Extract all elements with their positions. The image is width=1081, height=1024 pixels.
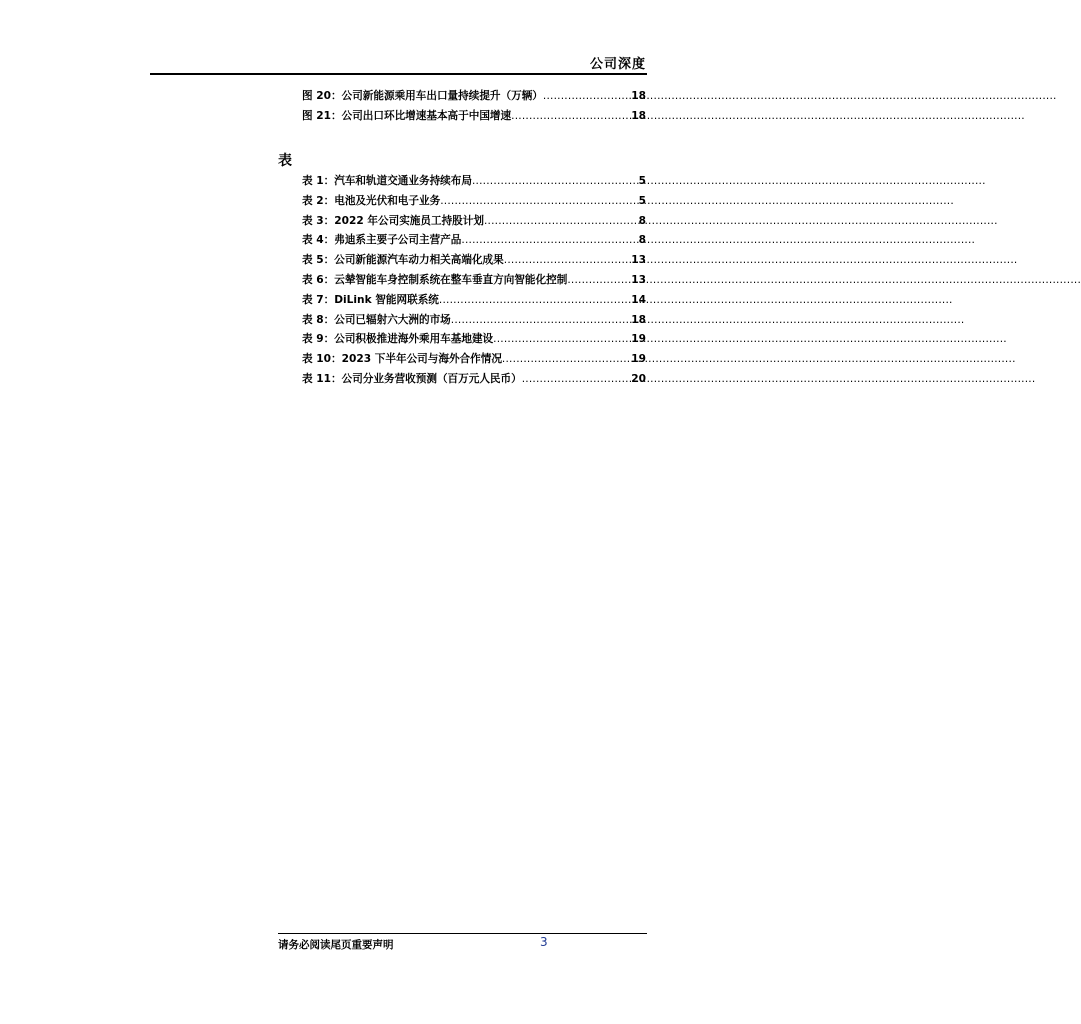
dot-leader	[511, 107, 630, 127]
toc-entry-page: 13	[631, 273, 646, 286]
toc-entry-figure-21[interactable]	[302, 107, 646, 127]
dot-leader	[493, 330, 630, 350]
toc-entry-title: 图 20：公司新能源乘用车出口量持续提升（万辆）	[302, 90, 543, 102]
document-type-label: 公司深度	[589, 57, 646, 72]
toc-entry-table-5[interactable]	[302, 251, 646, 271]
toc-entry-title: 表 7：DiLink 智能网联系统	[302, 293, 439, 306]
dot-leader	[461, 231, 637, 251]
dot-leader	[504, 251, 631, 271]
toc-entry-table-1[interactable]	[302, 172, 646, 192]
toc-entry-table-2[interactable]	[302, 192, 646, 212]
toc-entry-table-8[interactable]	[302, 311, 646, 331]
toc-entry-page: 18	[631, 313, 646, 326]
toc-entry-page: 19	[631, 353, 646, 366]
toc-entry-title: 表 1：汽车和轨道交通业务持续布局	[302, 175, 472, 187]
toc-entry-title: 表 3：2022 年公司实施员工持股计划	[302, 214, 484, 227]
toc-entry-page: 8	[638, 234, 646, 247]
toc-entry-figure-20[interactable]	[302, 87, 646, 107]
toc-entry-table-3[interactable]	[302, 212, 646, 232]
toc-entry-page: 13	[631, 254, 646, 267]
toc-entry-page: 19	[631, 333, 646, 346]
toc-entry-title: 表 10：2023 下半年公司与海外合作情况	[302, 353, 502, 366]
dot-leader	[440, 192, 637, 212]
toc-entry-title: 表 9：公司积极推进海外乘用车基地建设	[302, 333, 494, 346]
toc-entry-page: 20	[631, 372, 646, 385]
table-list	[302, 172, 646, 390]
toc-entry-page: 18	[631, 90, 646, 102]
toc-entry-title: 表 11：公司分业务营收预测（百万元人民币）	[302, 372, 522, 385]
dot-leader	[502, 350, 630, 370]
toc-entry-title: 表 8：公司已辐射六大洲的市场	[302, 313, 451, 326]
dot-leader	[451, 311, 630, 331]
toc-entry-table-10[interactable]	[302, 350, 646, 370]
toc-entry-title: 表 6：云辇智能车身控制系统在整车垂直方向智能化控制	[302, 273, 568, 286]
dot-leader	[567, 271, 630, 291]
toc-entry-page: 8	[638, 214, 646, 227]
dot-leader	[522, 370, 631, 390]
dot-leader	[472, 172, 638, 192]
toc-entry-table-11[interactable]	[302, 370, 646, 390]
toc-entry-page: 18	[631, 109, 646, 122]
dot-leader	[439, 291, 630, 311]
toc-entry-table-7[interactable]	[302, 291, 646, 311]
toc-entry-table-9[interactable]	[302, 330, 646, 350]
header-rule	[150, 73, 647, 75]
toc-entry-title: 表 2：电池及光伏和电子业务	[302, 194, 441, 207]
dot-leader	[484, 212, 638, 232]
toc-entry-page: 5	[638, 175, 646, 187]
toc-entry-title: 图 21：公司出口环比增速基本高于中国增速	[302, 109, 512, 122]
footer-rule	[278, 933, 647, 934]
page-number: 3	[540, 935, 548, 949]
toc-entry-table-4[interactable]	[302, 231, 646, 251]
toc-entry-page: 14	[631, 293, 646, 306]
footer-disclaimer: 请务必阅读尾页重要声明	[278, 939, 394, 951]
dot-leader	[543, 87, 630, 107]
figure-list	[302, 87, 646, 127]
toc-entry-title: 表 4：弗迪系主要子公司主营产品	[302, 234, 462, 247]
toc-entry-table-6[interactable]	[302, 271, 646, 291]
tables-section-heading: 表	[278, 153, 292, 169]
toc-entry-page: 5	[638, 194, 646, 207]
toc-entry-title: 表 5：公司新能源汽车动力相关高端化成果	[302, 254, 504, 267]
